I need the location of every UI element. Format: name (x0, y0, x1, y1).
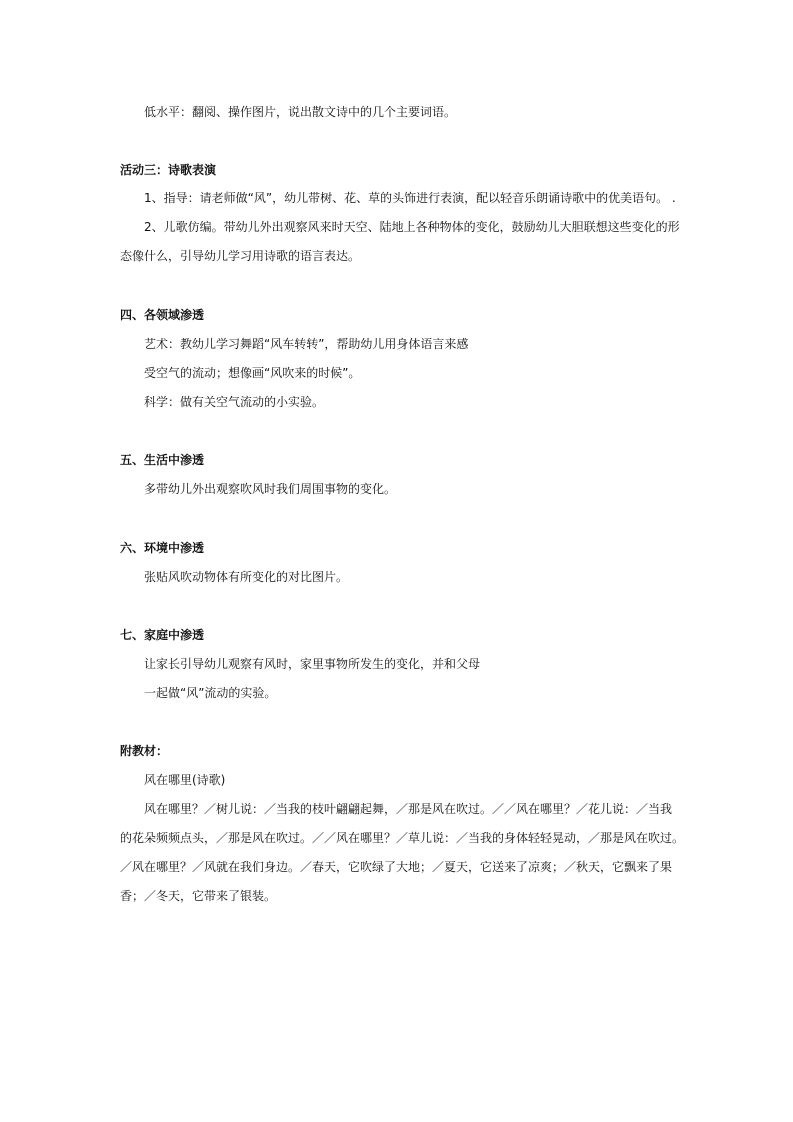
section6-text: 张贴风吹动物体有所变化的对比图片。 (144, 570, 349, 584)
activity3-item-2-line-1: 2、儿歌仿编。带幼儿外出观察风来时天空、陆地上各种物体的变化，鼓励幼儿大胆联想这些变化的形 (144, 220, 680, 234)
activity3-item-2-line-2: 态像什么，引导幼儿学习用诗歌的语言表达。 (120, 249, 361, 263)
poem-line-1: 风在哪里？／树儿说：／当我的枝叶翩翩起舞，／那是风在吹过。／／风在哪里？／花儿说：／当我 (144, 802, 673, 816)
poem-line-2: 的花朵频频点头，／那是风在吹过。／／风在哪里？／草儿说：／当我的身体轻轻晃动，／那是风在吹过。 (120, 831, 685, 845)
section5-heading: 五、生活中渗透 (120, 453, 205, 467)
appendix-heading: 附教材： (120, 744, 169, 758)
section4-heading: 四、各领域渗透 (120, 308, 205, 322)
section4-art-line-1: 艺术：教幼儿学习舞蹈“风车转转”，帮助幼儿用身体语言来感 (144, 337, 469, 351)
section7-heading: 七、家庭中渗透 (120, 628, 205, 642)
section7-line-2: 一起做“风”流动的实验。 (144, 686, 277, 700)
section4-science: 科学：做有关空气流动的小实验。 (144, 395, 325, 409)
poem-line-3: ／风在哪里？／风就在我们身边。／春天，它吹绿了大地；／夏天，它送来了凉爽；／秋天，它飘来了果 (120, 860, 673, 874)
activity3-heading: 活动三：诗歌表演 (120, 163, 217, 177)
low-level-text: 低水平：翻阅、操作图片，说出散文诗中的几个主要词语。 (144, 105, 457, 119)
activity3-item-1: 1、指导：请老师做“风”，幼儿带树、花、草的头饰进行表演，配以轻音乐朗诵诗歌中的优美语句。 . (144, 191, 676, 205)
poem-line-4: 香；／冬天，它带来了银装。 (120, 889, 277, 903)
section7-line-1: 让家长引导幼儿观察有风时，家里事物所发生的变化，并和父母 (144, 657, 481, 671)
poem-title: 风在哪里(诗歌) (144, 773, 226, 787)
section6-heading: 六、环境中渗透 (120, 541, 205, 555)
section5-text: 多带幼儿外出观察吹风时我们周围事物的变化。 (144, 482, 397, 496)
section4-art-line-2: 受空气的流动；想像画“风吹来的时候”。 (144, 366, 361, 380)
